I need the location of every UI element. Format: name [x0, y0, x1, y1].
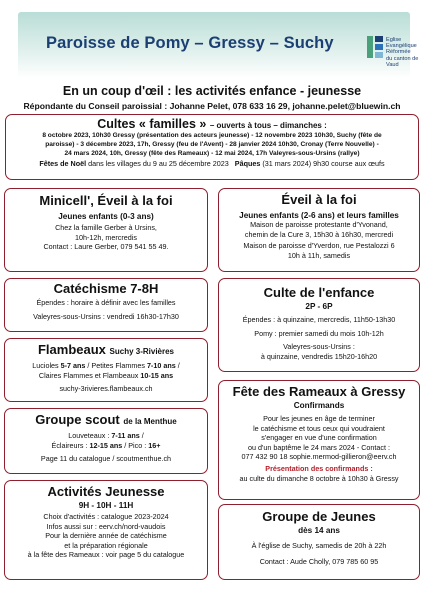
scout-website: Page 11 du catalogue / scoutmenthue.ch	[40, 454, 172, 464]
header-banner	[18, 12, 419, 78]
catechisme-line: Épendes : horaire à définir avec les familles	[36, 298, 176, 307]
rameaux-presentation-text: au culte du dimanche 8 octobre à 10h30 à Gressy	[239, 473, 399, 483]
flambeaux-title-suffix: Suchy 3-Rivières	[109, 347, 175, 356]
cultes-line: 8 octobre 2023, 10h30 Gressy (présentation des acteurs jeunesse) - 12 novembre 2023 10h30, Suchy (fête de	[42, 132, 382, 139]
eveil-box	[218, 188, 420, 272]
catechisme-box	[4, 278, 208, 332]
groupe-line: À l'église de Suchy, samedis de 20h à 22h	[251, 541, 387, 550]
groupe-contact: Contact : Aude Cholly, 079 785 60 95	[259, 556, 379, 566]
rameaux-box	[218, 380, 420, 500]
activites-line: Infos aussi sur : eerv.ch/nord-vaudois	[46, 521, 166, 531]
logo-line: du canton de	[386, 55, 419, 62]
page-heading: En un coup d'œil : les activités enfance - jeunesse	[62, 84, 362, 98]
cultes-noel-paques	[6, 159, 418, 168]
groupe-jeunes-box	[218, 504, 420, 580]
flambeaux-line: Lucioles 5-7 ans / Petites Flammes 7-10 ans /	[32, 361, 180, 370]
culte-enfance-line: Épendes : à quinzaine, mercredis, 11h50-13h30	[242, 315, 396, 324]
flambeaux-line: Claires Flammes et Flambeaux 10-15 ans	[38, 370, 174, 380]
eerv-logo-icon	[365, 34, 385, 60]
culte-enfance-title: Culte de l'enfance	[263, 285, 375, 300]
rameaux-line: Pour les jeunes en âge de terminer	[263, 414, 375, 423]
rameaux-line: ou d'un baptême le 24 mars 2024 - Contact :	[247, 442, 390, 452]
scout-line: Louveteaux : 7-11 ans /	[68, 431, 144, 440]
culte-enfance-subtitle: 2P - 6P	[305, 302, 333, 311]
paques-label: Pâques	[234, 159, 261, 168]
rameaux-presentation-label: Présentation des confirmands :	[265, 463, 373, 473]
cultes-title-main: Cultes « familles »	[97, 117, 207, 131]
eerv-logo-text	[386, 37, 424, 68]
minicell-subtitle: Jeunes enfants (0-3 ans)	[58, 212, 154, 221]
flambeaux-box	[4, 338, 208, 402]
logo-line: Eglise	[386, 37, 402, 43]
cultes-line: paroisse) - 3 décembre 2023, 17h, Gressy (feu de l'Avent) - 28 janvier 2024 10h30, Cronay (Terre Nouvelle) -	[45, 141, 379, 148]
rameaux-line: s'engager en vue d'une confirmation	[261, 433, 377, 443]
eveil-title: Éveil à la foi	[281, 192, 357, 207]
eveil-line: Maison de paroisse protestante d'Yvonand,	[250, 220, 388, 229]
culte-enfance-line: à quinzaine, vendredis 15h20-16h20	[260, 351, 378, 361]
activites-subtitle: 9H - 10H - 11H	[78, 501, 134, 510]
cultes-title	[6, 117, 418, 131]
rameaux-contact: 077 432 90 18 sophie.mermod-gillieron@eerv.ch	[241, 452, 397, 462]
rameaux-line: le catéchisme et tous ceux qui voudraient	[253, 423, 385, 433]
groupe-title: Groupe de Jeunes	[262, 509, 376, 524]
rameaux-subtitle: Confirmands	[293, 401, 345, 410]
logo-line: Evangélique	[386, 43, 417, 50]
eveil-line: Maison de paroisse d'Yverdon, rue Pestalozzi 6	[243, 241, 395, 251]
eveil-line: chemin de la Cure 3, 15h30 à 16h30, mercredi	[244, 229, 394, 239]
noel-text: dans les villages du 9 au 25 décembre 2023	[88, 159, 229, 168]
activites-line: Choix d'activités : catalogue 2023-2024	[43, 512, 169, 521]
scout-title	[5, 412, 207, 427]
catechisme-line: Valeyres-sous-Ursins : vendredi 16h30-17h30	[33, 311, 179, 321]
activites-box	[4, 480, 208, 580]
minicell-contact: Contact : Laure Gerber, 079 541 55 49.	[43, 242, 169, 252]
scout-title-main: Groupe scout	[35, 412, 120, 427]
minicell-title: Minicell', Éveil à la foi	[39, 193, 173, 208]
cultes-familles-box	[5, 114, 419, 180]
culte-enfance-box	[218, 278, 420, 372]
logo-line: Réformée	[386, 49, 411, 56]
cultes-line: 24 mars 2024, 10h, Gressy (fête des Rameaux) - 12 mai 2024, 17h Valeyres-sous-Ursins (rallye)	[64, 150, 360, 157]
activites-title: Activités Jeunesse	[47, 484, 165, 499]
scout-box	[4, 408, 208, 474]
flambeaux-website: suchy-3rivieres.flambeaux.ch	[59, 384, 153, 394]
catechisme-title: Catéchisme 7-8H	[53, 281, 159, 296]
minicell-line: Chez la famille Gerber à Ursins,	[55, 223, 157, 232]
flambeaux-title	[5, 342, 207, 357]
logo-line: Vaud	[386, 61, 399, 68]
minicell-box	[4, 188, 208, 272]
activites-line: et la préparation régionale	[64, 540, 148, 550]
paques-text: (31 mars 2024) 9h30 course aux œufs	[262, 159, 385, 168]
cultes-title-suffix: – ouverts à tous – dimanches :	[209, 121, 327, 130]
flambeaux-title-main: Flambeaux	[37, 342, 106, 357]
scout-line: Éclaireurs : 12-15 ans / Pico : 16+	[51, 440, 161, 450]
eveil-subtitle: Jeunes enfants (2-6 ans) et leurs familles	[239, 211, 399, 220]
culte-enfance-line: Pomy : premier samedi du mois 10h-12h	[254, 328, 384, 338]
culte-enfance-line: Valeyres-sous-Ursins :	[283, 342, 355, 352]
activites-line: à la fête des Rameaux : voir page 5 du catalogue	[27, 550, 185, 560]
eveil-line: 10h à 11h, samedis	[287, 250, 351, 260]
scout-title-suffix: de la Menthue	[123, 417, 177, 426]
responsable-line: Répondante du Conseil paroissial : Johanne Pelet, 078 633 16 29, johanne.pelet@bluewin.ch	[23, 101, 401, 111]
noel-label: Fêtes de Noël	[39, 159, 87, 168]
rameaux-title: Fête des Rameaux à Gressy	[232, 384, 406, 399]
groupe-subtitle: dès 14 ans	[298, 526, 340, 535]
minicell-line: 10h-12h, mercredis	[75, 232, 137, 242]
activites-line: Pour la dernière année de catéchisme	[45, 531, 167, 541]
parish-title: Paroisse de Pomy – Gressy – Suchy	[46, 34, 334, 52]
